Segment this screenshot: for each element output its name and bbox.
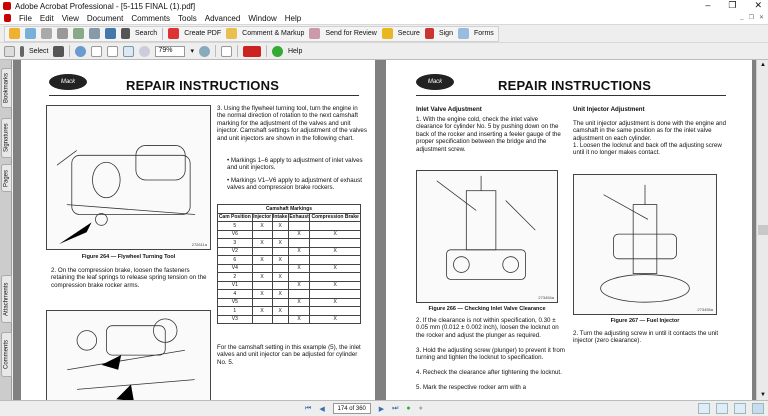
vertical-scrollbar[interactable]: ▲ ▼	[756, 60, 768, 400]
single-page-view-icon[interactable]	[698, 403, 710, 414]
table-cell: X	[272, 273, 288, 282]
table-row	[218, 247, 361, 256]
zoom-in-tool-icon[interactable]	[75, 46, 86, 57]
table-cell	[272, 315, 288, 324]
table-cell: 2	[218, 273, 253, 282]
actual-size-icon[interactable]	[91, 46, 102, 57]
table-cell: X	[272, 239, 288, 248]
minimize-button[interactable]: –	[705, 0, 711, 10]
document-icon	[4, 14, 11, 22]
table-cell: X	[252, 239, 272, 248]
table-cell: X	[272, 290, 288, 299]
table-cell	[252, 281, 272, 290]
table-cell: X	[272, 222, 288, 231]
table-cell	[288, 307, 309, 316]
inlet-step-5: 5. Mark the respective rocker arm with a	[416, 384, 527, 391]
sign-button[interactable]: Sign	[438, 30, 453, 37]
secure-button[interactable]: Secure	[397, 30, 420, 37]
table-cell: X	[272, 307, 288, 316]
column-header: Intake	[272, 214, 288, 221]
menu-view[interactable]: View	[61, 13, 79, 23]
table-cell: 5	[218, 222, 253, 231]
help-icon	[272, 46, 283, 57]
snapshot-icon[interactable]	[53, 46, 64, 57]
table-cell: X	[252, 290, 272, 299]
step-2: 2. On the compression brake, loosen the fasteners retaining the leaf springs to release spring tension on the compression brake rocker arms.	[51, 267, 207, 289]
table-cell: V2	[218, 247, 253, 256]
column-header: Cam Position	[218, 214, 251, 221]
review-icon	[309, 28, 320, 39]
table-cell: 3	[218, 239, 253, 248]
binoculars-icon	[121, 28, 130, 39]
table-cell: X	[288, 264, 309, 273]
figure-caption: Figure 267 — Fuel Injector	[610, 318, 680, 324]
table-cell: V1	[218, 281, 253, 290]
tab-pages[interactable]: Pages	[1, 164, 12, 192]
table-cell	[310, 239, 361, 248]
table-cell: X	[310, 298, 361, 307]
table-cell	[252, 264, 272, 273]
table-row	[218, 273, 361, 282]
injector-intro: The unit injector adjustment is done with the engine and camshaft in the same position as for the inlet valve adjustment on each cylinder.	[573, 120, 727, 142]
table-cell: X	[310, 247, 361, 256]
table-cell	[272, 230, 288, 239]
task-icon[interactable]	[243, 46, 261, 57]
close-button[interactable]: ✕	[754, 0, 762, 10]
table-cell: X	[272, 256, 288, 265]
first-page-icon[interactable]: ⏮	[305, 404, 312, 412]
column-header: Injector	[253, 214, 272, 221]
forms-button[interactable]: Forms	[473, 30, 494, 37]
table-cell	[310, 290, 361, 299]
table-row	[218, 290, 361, 299]
table-cell	[252, 247, 272, 256]
table-cell: X	[288, 230, 309, 239]
table-row	[218, 256, 361, 265]
page-title: REPAIR INSTRUCTIONS	[126, 78, 280, 93]
organizer-icon[interactable]	[25, 28, 36, 39]
table-cell: X	[252, 307, 272, 316]
table-row	[218, 239, 361, 248]
column-header: Exhaust	[289, 214, 309, 221]
table-cell: X	[288, 298, 309, 307]
table-cell	[310, 307, 361, 316]
mack-logo: Mack	[416, 74, 454, 90]
menu-tools[interactable]: Tools	[178, 13, 197, 23]
menu-window[interactable]: Window	[248, 13, 277, 23]
table-cell	[288, 290, 309, 299]
table-cell: X	[252, 273, 272, 282]
create-pdf-button[interactable]: Create PDF	[184, 30, 222, 37]
attach-icon[interactable]	[89, 28, 100, 39]
tab-bookmarks[interactable]: Bookmarks	[1, 68, 12, 108]
step-3: 3. Using the flywheel turning tool, turn the engine in the normal direction of rotation to the next camshaft marking for the adjustment of the valves and unit injector. Camshaft settings for adjustment of the valves and unit injectors are shown in the following chart.	[217, 105, 367, 142]
scroll-thumb[interactable]	[758, 225, 768, 235]
table-cell	[288, 273, 309, 282]
bullet-2: • Markings V1–V6 apply to adjustment of exhaust valves and compression brake rockers.	[227, 177, 362, 192]
table-cell	[272, 247, 288, 256]
table-row	[218, 281, 361, 290]
open-icon[interactable]	[9, 28, 20, 39]
menu-document[interactable]: Document	[86, 13, 124, 23]
comment-markup-button[interactable]: Comment & Markup	[242, 30, 305, 37]
restore-button[interactable]: ❐	[728, 0, 737, 10]
table-row	[218, 230, 361, 239]
previous-page-icon[interactable]: ◀	[319, 405, 325, 413]
table-cell: X	[310, 315, 361, 324]
go-back-icon[interactable]: ●	[406, 405, 411, 412]
doc-close-button[interactable]: ✕	[758, 15, 764, 21]
table-cell: X	[288, 247, 309, 256]
table-cell	[310, 222, 361, 231]
help-button[interactable]: Help	[287, 47, 303, 55]
page-number-input[interactable]: 174 of 360	[333, 403, 371, 414]
table-cell: 1	[218, 307, 253, 316]
file-toolbar	[0, 24, 768, 42]
comment-icon	[226, 28, 237, 39]
inlet-step-4: 4. Recheck the clearance after tightening the locknut.	[416, 369, 562, 376]
zoom-input[interactable]: 79%	[155, 46, 185, 57]
create-pdf-icon	[168, 28, 179, 39]
tab-signatures[interactable]: Signatures	[1, 118, 12, 158]
bullet-1: • Markings 1–6 apply to adjustment of inlet valves and unit injectors.	[227, 157, 363, 172]
table-cell	[252, 298, 272, 307]
fit-page-icon[interactable]	[107, 46, 118, 57]
next-page-icon[interactable]: ▶	[378, 405, 385, 413]
send-review-button[interactable]: Send for Review	[325, 30, 377, 37]
figure-caption: Figure 264 — Flywheel Turning Tool	[81, 254, 176, 260]
navigation-pane	[0, 60, 12, 400]
fit-width-icon[interactable]	[123, 46, 134, 57]
acrobat-logo-icon	[3, 2, 11, 10]
doc-minimize-button[interactable]: _	[740, 14, 744, 20]
email-icon[interactable]	[73, 28, 84, 39]
continuous-facing-view-icon[interactable]	[752, 403, 764, 414]
table-cell	[252, 315, 272, 324]
table-cell	[310, 273, 361, 282]
table-cell: X	[288, 315, 309, 324]
select-tool-button[interactable]: Select	[29, 47, 49, 55]
table-cell: V3	[218, 315, 253, 324]
table-note: For the camshaft setting in this example (5), the inlet valves and unit injector can be adjusted for cylinder No. 5.	[217, 344, 361, 366]
table-cell: X	[310, 264, 361, 273]
table-cell: X	[288, 281, 309, 290]
figure-compression-brake	[46, 310, 211, 400]
right-page	[386, 60, 752, 400]
table-cell	[310, 256, 361, 265]
pen-icon	[425, 28, 434, 39]
inlet-step-3: 3. Hold the adjusting screw (plunger) to prevent it from turning and tighten the locknut to specification.	[416, 347, 565, 362]
table-cell	[272, 298, 288, 307]
zoom-in-icon[interactable]	[199, 46, 210, 57]
menu-bar	[0, 12, 768, 24]
window-title: Adobe Acrobat Professional - [5-115 FINAL (1).pdf]	[15, 1, 196, 11]
table-cell: 6	[218, 256, 253, 265]
figure-inlet-valve: 273454a	[416, 170, 558, 303]
forms-icon	[458, 28, 469, 39]
table-cell	[272, 264, 288, 273]
table-cell: 4	[218, 290, 253, 299]
table-cell: V4	[218, 264, 253, 273]
inlet-heading: Inlet Valve Adjustment	[416, 106, 482, 113]
column-header: Compression Brake	[311, 214, 359, 221]
table-cell	[272, 281, 288, 290]
table-cell: X	[252, 256, 272, 265]
go-forward-icon[interactable]: ●	[418, 405, 423, 412]
table-cell	[252, 230, 272, 239]
mack-logo: Mack	[49, 74, 87, 90]
tab-comments[interactable]: Comments	[1, 332, 12, 377]
hand-tool-icon[interactable]	[4, 46, 15, 57]
camshaft-markings-table	[217, 204, 361, 324]
facing-view-icon[interactable]	[734, 403, 746, 414]
table-cell	[288, 239, 309, 248]
menu-edit[interactable]: Edit	[39, 13, 54, 23]
injector-step-2: 2. Turn the adjusting screw in until it contacts the unit injector (zero clearance).	[573, 330, 719, 345]
save-icon[interactable]	[41, 28, 52, 39]
table-cell: V5	[218, 298, 253, 307]
status-bar	[0, 400, 768, 416]
web-icon[interactable]	[105, 28, 116, 39]
table-cell: X	[310, 230, 361, 239]
table-row	[218, 222, 361, 231]
table-row	[218, 307, 361, 316]
rotate-icon[interactable]	[221, 46, 232, 57]
inlet-step-1: 1. With the engine cold, check the inlet valve clearance for cylinder No. 5 by pushing down on the back of the rocker and inserting a feeler gauge of the proper specification between the bridge and the adjustment screw.	[416, 116, 561, 153]
table-row	[218, 298, 361, 307]
menu-file[interactable]: File	[19, 13, 32, 23]
table-cell	[288, 256, 309, 265]
table-row	[218, 264, 361, 273]
menu-help[interactable]: Help	[284, 13, 302, 23]
zoom-dropdown-icon[interactable]: ▾	[190, 48, 194, 55]
figure-flywheel-tool: 272611a	[46, 105, 211, 250]
left-page	[21, 60, 375, 400]
table-title: Camshaft Markings	[218, 205, 361, 214]
menu-comments[interactable]: Comments	[131, 13, 171, 23]
title-bar	[0, 0, 768, 12]
inlet-step-2: 2. If the clearance is not within specification, 0.30 ± 0.05 mm (0.012 ± 0.002 inch), loosen the locknut on the rocker and adjust the plunger as required.	[416, 317, 559, 339]
table-cell: V6	[218, 230, 253, 239]
search-button[interactable]: Search	[135, 30, 158, 37]
figure-fuel-injector: 273455a	[573, 174, 717, 315]
view-toolbar	[0, 42, 768, 60]
injector-heading: Unit Injector Adjustment	[573, 106, 645, 113]
select-cursor-icon	[20, 46, 24, 57]
print-icon[interactable]	[57, 28, 68, 39]
tab-attachments[interactable]: Attachments	[1, 275, 12, 323]
zoom-out-icon[interactable]	[139, 46, 150, 57]
table-row	[218, 315, 361, 324]
table-cell: X	[310, 281, 361, 290]
last-page-icon[interactable]: ⏭	[392, 404, 399, 412]
table-cell: X	[252, 222, 272, 231]
lock-icon	[382, 28, 393, 39]
page-title: REPAIR INSTRUCTIONS	[498, 78, 652, 93]
continuous-view-icon[interactable]	[716, 403, 728, 414]
injector-step-1: 1. Loosen the locknut and back off the adjusting screw until it no longer makes contact.	[573, 142, 722, 157]
figure-caption: Figure 266 — Checking Inlet Valve Clearance	[428, 306, 546, 312]
table-cell	[288, 222, 309, 231]
doc-restore-button[interactable]: ❐	[748, 15, 754, 21]
document-area[interactable]	[13, 60, 756, 400]
menu-advanced[interactable]: Advanced	[204, 13, 241, 23]
